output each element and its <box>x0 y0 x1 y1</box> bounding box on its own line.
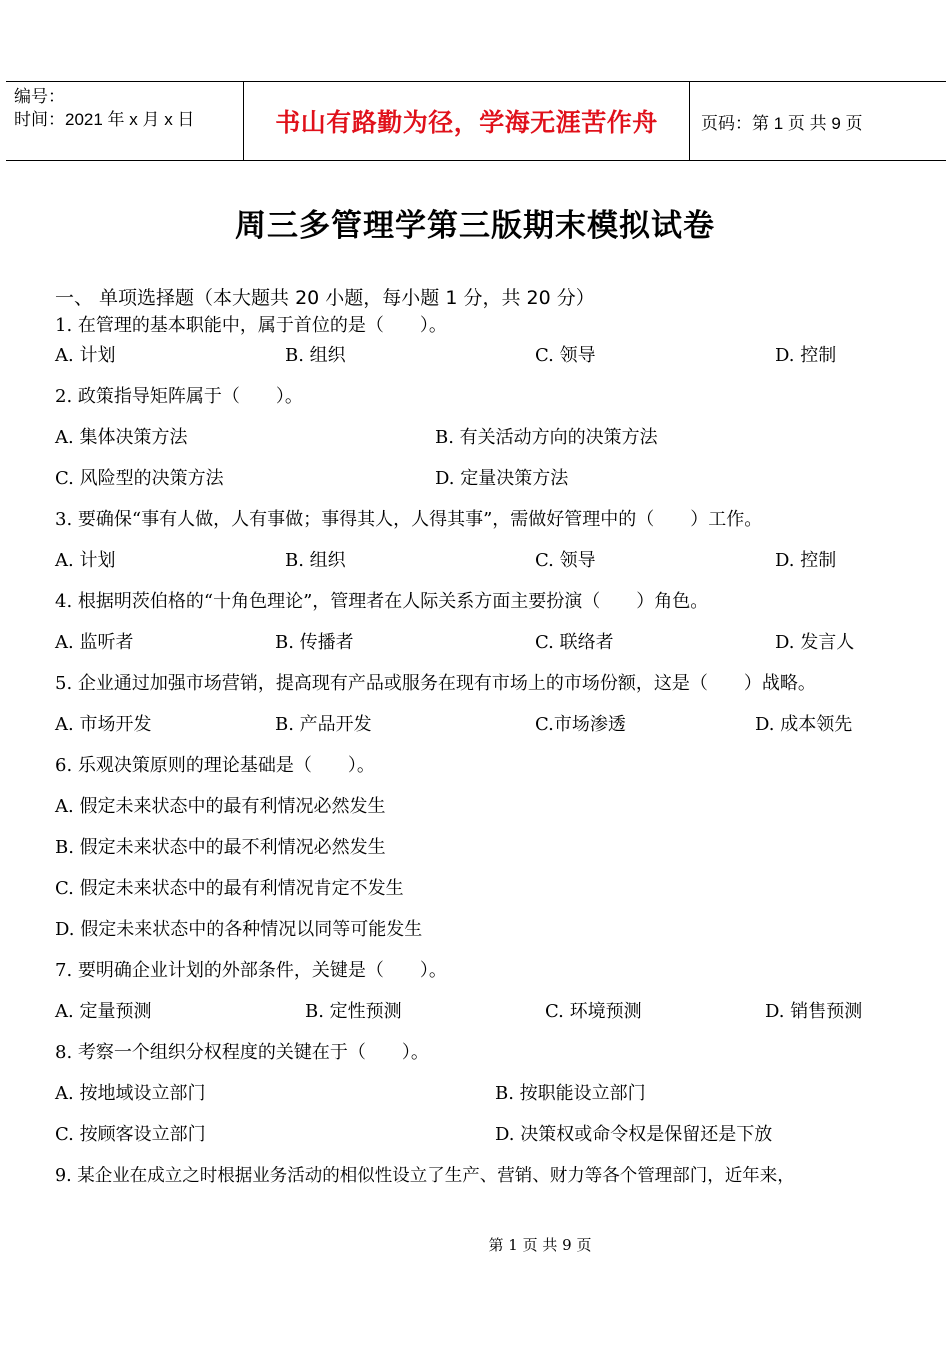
footer-page-number: 第 1 页 共 9 页 <box>488 1236 592 1254</box>
question-8: 8. 考察一个组织分权程度的关键在于（ ）。 <box>55 1042 429 1063</box>
question-1: 1. 在管理的基本职能中，属于首位的是（ ）。 <box>55 315 447 336</box>
question-5: 5. 企业通过加强市场营销，提高现有产品或服务在现有市场上的市场份额，这是（ ）战略。 <box>55 673 816 694</box>
q2-option-b: B. 有关活动方向的决策方法 <box>435 427 658 448</box>
page-info: 页码：第 1 页 共 9 页 <box>701 113 863 133</box>
q5-option-d: D. 成本领先 <box>755 714 853 735</box>
q4-option-d: D. 发言人 <box>775 632 855 653</box>
q5-option-b: B. 产品开发 <box>275 714 372 735</box>
q4-option-c: C. 联络者 <box>535 632 614 653</box>
q3-option-a: A. 计划 <box>55 550 116 571</box>
question-4: 4. 根据明茨伯格的“十角色理论”，管理者在人际关系方面主要扮演（ ）角色。 <box>55 591 709 612</box>
q7-option-b: B. 定性预测 <box>305 1001 402 1022</box>
q8-option-a: A. 按地域设立部门 <box>55 1083 206 1104</box>
q1-option-b: B. 组织 <box>285 345 346 366</box>
motto-text: 书山有路勤为径，学海无涯苦作舟 <box>275 108 658 137</box>
q6-option-a: A. 假定未来状态中的最有利情况必然发生 <box>55 796 386 817</box>
q6-option-b: B. 假定未来状态中的最不利情况必然发生 <box>55 837 386 858</box>
time-label: 时间：2021 年 x 月 x 日 <box>14 110 195 129</box>
q2-option-d: D. 定量决策方法 <box>435 468 569 489</box>
q3-option-d: D. 控制 <box>775 550 837 571</box>
q5-option-a: A. 市场开发 <box>55 714 152 735</box>
q6-option-d: D. 假定未来状态中的各种情况以同等可能发生 <box>55 919 423 940</box>
section-heading: 一、 单项选择题（本大题共 20 小题，每小题 1 分，共 20 分） <box>55 287 595 309</box>
header-meta-cell <box>6 82 244 160</box>
q4-option-b: B. 传播者 <box>275 632 354 653</box>
q7-option-d: D. 销售预测 <box>765 1001 863 1022</box>
page-footer <box>0 1234 950 1255</box>
q6-option-c: C. 假定未来状态中的最有利情况肯定不发生 <box>55 878 404 899</box>
question-7: 7. 要明确企业计划的外部条件，关键是（ ）。 <box>55 960 447 981</box>
document-header <box>6 81 946 161</box>
q8-option-c: C. 按顾客设立部门 <box>55 1124 206 1145</box>
page-title: 周三多管理学第三版期末模拟试卷 <box>235 208 715 244</box>
q8-option-b: B. 按职能设立部门 <box>495 1083 646 1104</box>
q3-option-c: C. 领导 <box>535 550 596 571</box>
question-2: 2. 政策指导矩阵属于（ ）。 <box>55 386 303 407</box>
q1-option-a: A. 计划 <box>55 345 116 366</box>
q5-option-c: C.市场渗透 <box>535 714 626 735</box>
header-motto-cell <box>244 82 690 160</box>
q1-option-c: C. 领导 <box>535 345 596 366</box>
q1-option-d: D. 控制 <box>775 345 837 366</box>
q3-option-b: B. 组织 <box>285 550 346 571</box>
question-6: 6. 乐观决策原则的理论基础是（ ）。 <box>55 755 375 776</box>
serial-label: 编号： <box>14 87 65 106</box>
q7-option-a: A. 定量预测 <box>55 1001 152 1022</box>
q2-option-a: A. 集体决策方法 <box>55 427 188 448</box>
q4-option-a: A. 监听者 <box>55 632 134 653</box>
question-3: 3. 要确保“事有人做，人有事做；事得其人，人得其事”，需做好管理中的（ ）工作。 <box>55 509 763 530</box>
question-9: 9. 某企业在成立之时根据业务活动的相似性设立了生产、营销、财力等各个管理部门，近年来， <box>55 1166 795 1186</box>
header-page-cell <box>690 82 946 160</box>
q8-option-d: D. 决策权或命令权是保留还是下放 <box>495 1124 773 1145</box>
q2-option-c: C. 风险型的决策方法 <box>55 468 224 489</box>
q7-option-c: C. 环境预测 <box>545 1001 642 1022</box>
